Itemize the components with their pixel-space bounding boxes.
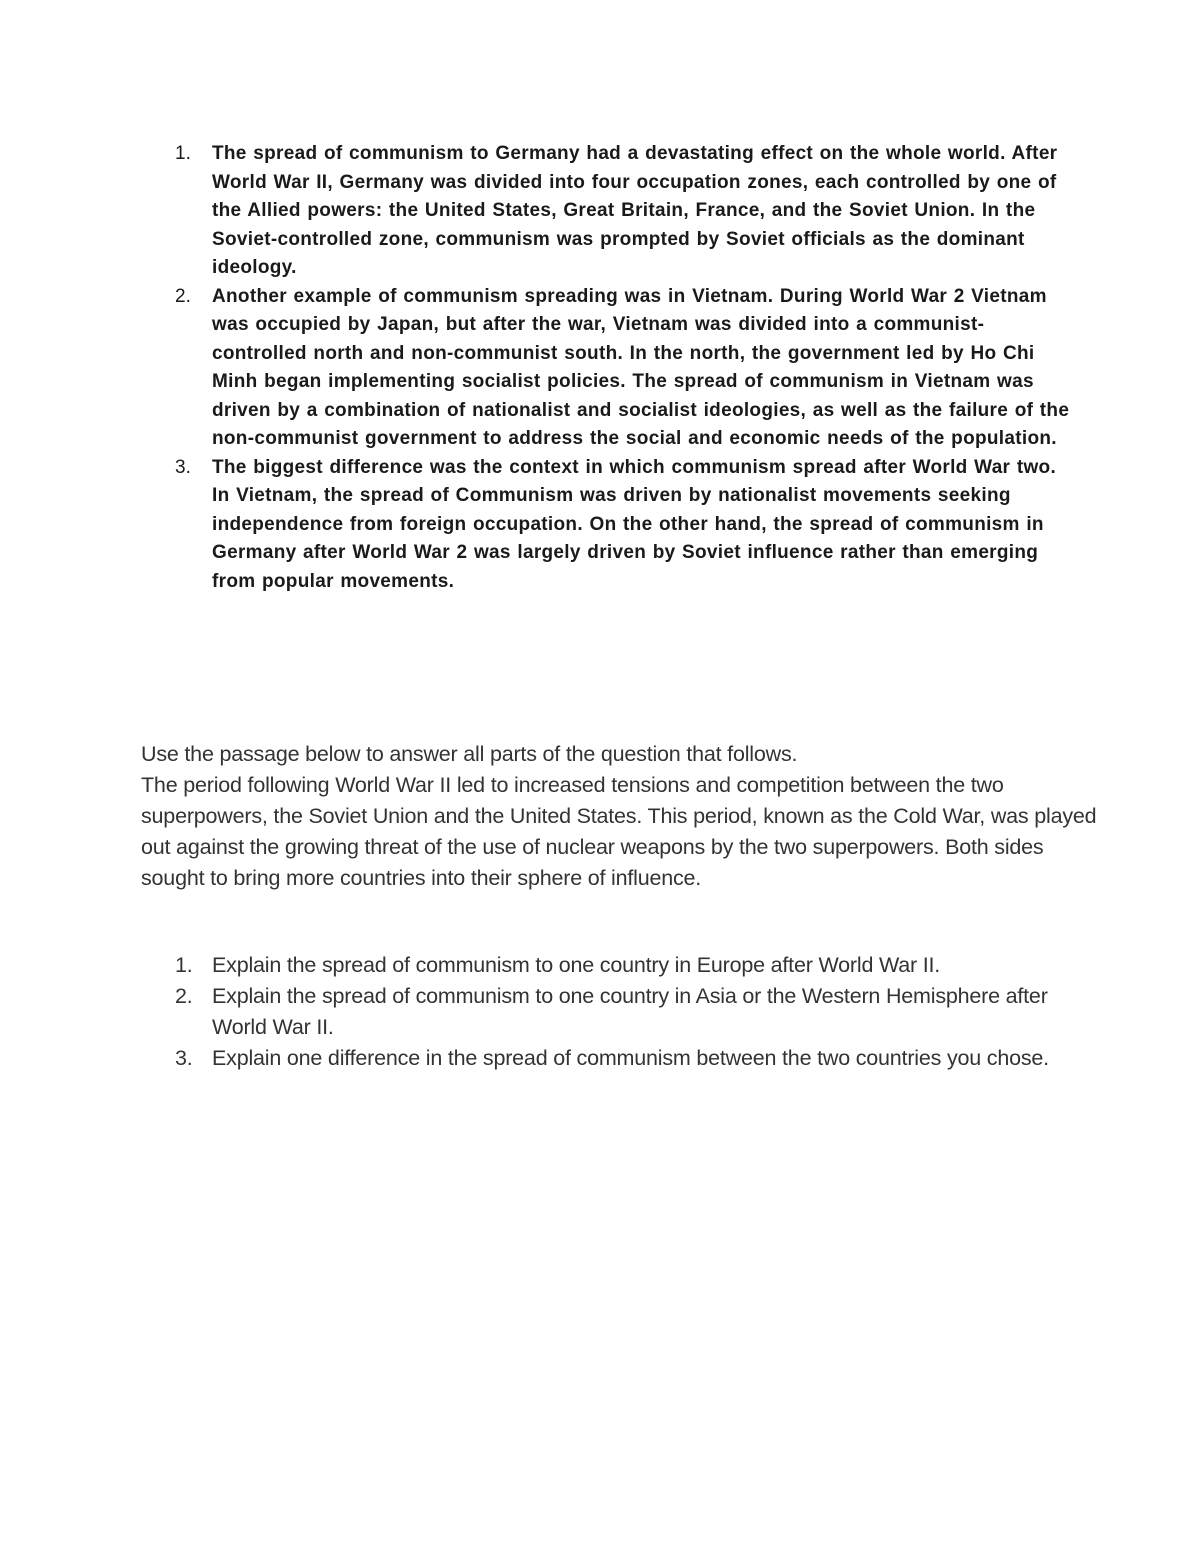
answer-number: 3. <box>175 456 191 478</box>
answer-number: 1. <box>175 143 191 164</box>
answer-item-1 <box>171 140 1071 283</box>
question-text: Explain one difference in the spread of communism between the two countries you chose. <box>212 1046 1049 1070</box>
question-number: 1. <box>175 953 193 977</box>
answer-text: Another example of communism spreading was in Vietnam. During World War 2 Vietnam was occupied by Japan, but after the war, Vietnam was divided into a communist-controlled north and non-communist south. In the north, the government led by Ho Chi Minh began implementing socialist policies. The spread of communism in Vietnam was driven by a combination of nationalist and socialist ideologies, as well as the failure of the non-communist government to address the social and economic needs of the population. <box>212 285 1070 449</box>
answer-text: The spread of communism to Germany had a devastating effect on the whole world. After World War II, Germany was divided into four occupation zones, each controlled by one of the Allied powers: the United States, Great Britain, France, and the Soviet Union. In the Soviet-controlled zone, communism was prompted by Soviet officials as the dominant ideology. <box>212 143 1058 278</box>
answer-text: The biggest difference was the context in which communism spread after World War two. In Vietnam, the spread of Communism was driven by nationalist movements seeking independence from foreign occupation. On the other hand, the spread of communism in Germany after World War 2 was largely driven by Soviet influence rather than emerging from popular movements. <box>212 456 1057 592</box>
question-text: Explain the spread of communism to one country in Europe after World War II. <box>212 953 941 977</box>
question-list <box>171 950 1071 1074</box>
prompt-instruction: Use the passage below to answer all parts of the question that follows. <box>141 742 798 766</box>
question-number: 2. <box>175 984 193 1008</box>
answer-number: 2. <box>175 285 191 307</box>
question-prompt <box>141 739 1101 894</box>
answer-list <box>171 140 1071 596</box>
answer-item-3 <box>171 454 1071 597</box>
question-item-3 <box>171 1043 1071 1074</box>
question-text: Explain the spread of communism to one country in Asia or the Western Hemisphere after World War II. <box>212 984 1048 1039</box>
prompt-passage: The period following World War II led to increased tensions and competition between the two superpowers, the Soviet Union and the United States. This period, known as the Cold War, was played out against the growing threat of the use of nuclear weapons by the two superpowers. Both sides sought to bring more countries into their sphere of influence. <box>141 773 1097 890</box>
question-number: 3. <box>175 1046 193 1070</box>
question-item-1 <box>171 950 1071 981</box>
answer-item-2 <box>171 283 1071 454</box>
question-item-2 <box>171 981 1071 1043</box>
